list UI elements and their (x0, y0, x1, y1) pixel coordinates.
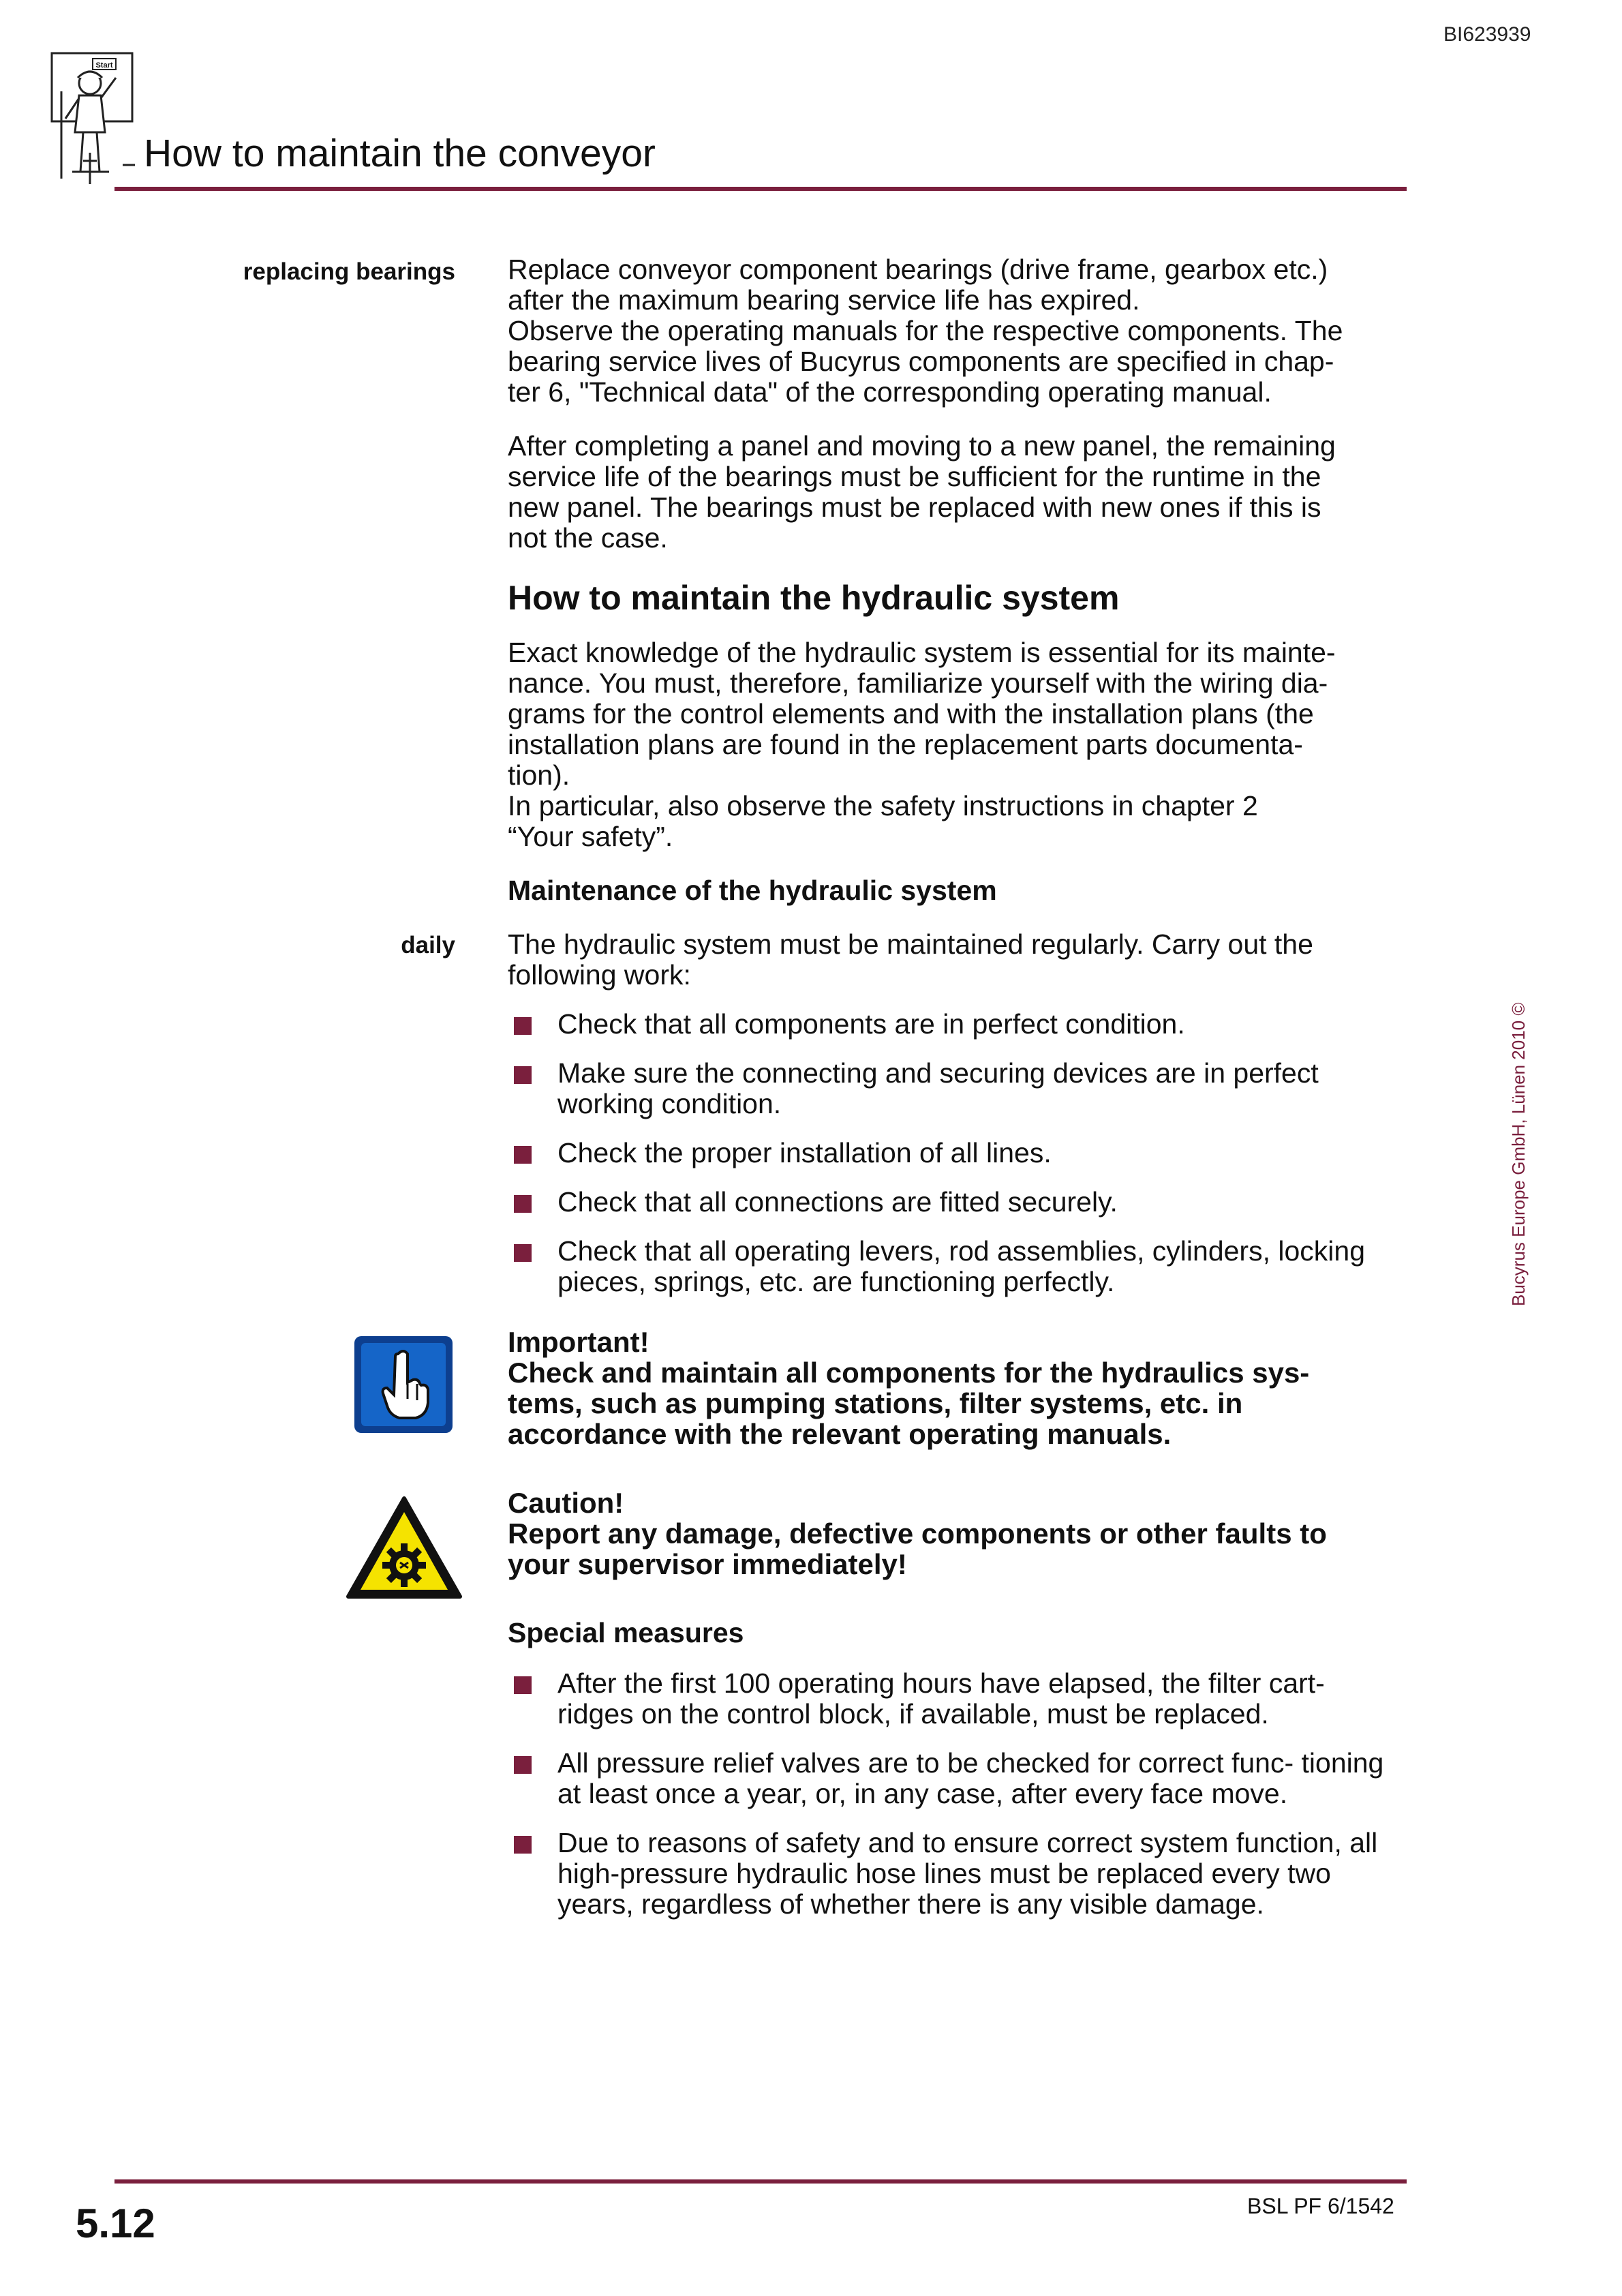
text-line: grams for the control elements and with the installation plans (the (508, 698, 1314, 729)
page-number: 5.12 (76, 2201, 155, 2246)
important-notice (508, 1327, 1407, 1449)
list-item (508, 1668, 1407, 1729)
text-line: The hydraulic system must be maintained regularly. Carry out the (508, 928, 1313, 960)
text-line: following work: (508, 959, 691, 991)
text-line: installation plans are found in the replacement parts documenta- (508, 729, 1303, 760)
bullet-square-icon (514, 1676, 532, 1694)
footer-rule (114, 2179, 1407, 2184)
warning-triangle-icon (344, 1494, 464, 1602)
text-line: not the case. (508, 522, 668, 554)
text-line: ter 6, "Technical data" of the corresponding operating manual. (508, 376, 1272, 408)
list-item-text: Make sure the connecting and securing devices are in perfect working condition. (557, 1057, 1319, 1119)
text-line: your supervisor immediately! (508, 1548, 907, 1580)
list-item (508, 1058, 1387, 1119)
worker-start-icon (48, 50, 136, 184)
bearings-paragraph-1 (508, 254, 1407, 408)
start-sign-label: Start (95, 61, 113, 70)
text-line: tion). (508, 759, 570, 791)
text-line: bearing service lives of Bucyrus components are specified in chap- (508, 346, 1334, 377)
bullet-square-icon (514, 1066, 532, 1084)
subheading-special-measures: Special measures (508, 1617, 744, 1648)
list-item-text: Check that all operating levers, rod assemblies, cylinders, locking pieces, springs, etc. are functioning perfectly. (557, 1235, 1365, 1297)
margin-label-replacing-bearings: replacing bearings (243, 258, 455, 285)
text-line: tems, such as pumping stations, filter systems, etc. in (508, 1387, 1243, 1419)
bullet-square-icon (514, 1836, 532, 1854)
list-item (508, 1009, 1387, 1040)
list-item (508, 1828, 1407, 1920)
notice-title: Caution! (508, 1487, 624, 1519)
list-item-text: All pressure relief valves are to be checked for correct func- tioning at least once a year, or, in any case, after every face move. (557, 1747, 1384, 1809)
pointing-hand-icon (353, 1335, 454, 1434)
text-line: Replace conveyor component bearings (drive frame, gearbox etc.) (508, 254, 1328, 285)
subheading-maintenance: Maintenance of the hydraulic system (508, 875, 997, 906)
daily-intro (508, 929, 1407, 991)
caution-notice (508, 1487, 1407, 1580)
bullet-square-icon (514, 1244, 532, 1262)
text-line: Exact knowledge of the hydraulic system is essential for its mainte- (508, 637, 1336, 668)
bullet-square-icon (514, 1195, 532, 1213)
section-heading-hydraulic: How to maintain the hydraulic system (508, 579, 1120, 617)
list-item (508, 1748, 1407, 1809)
copyright-credit: Bucyrus Europe GmbH, Lünen 2010 © (1508, 1002, 1529, 1306)
document-reference: BSL PF 6/1542 (1247, 2194, 1394, 2218)
hydraulic-intro (508, 637, 1407, 852)
bullet-square-icon (514, 1017, 532, 1035)
list-item-text: Check the proper installation of all lines. (557, 1137, 1052, 1168)
list-item (508, 1187, 1387, 1218)
margin-label-daily: daily (401, 932, 455, 958)
text-line: “Your safety”. (508, 821, 673, 852)
daily-checklist (508, 1009, 1387, 1316)
text-line: nance. You must, therefore, familiarize yourself with the wiring dia- (508, 667, 1328, 699)
list-item-text: Due to reasons of safety and to ensure correct system function, all high-pressure hydraulic hose lines must be replaced every two years, regardless of whether there is any visible damage. (557, 1827, 1378, 1920)
header-rule (114, 187, 1407, 191)
bullet-square-icon (514, 1146, 532, 1164)
notice-title: Important! (508, 1326, 649, 1358)
text-line: Check and maintain all components for the hydraulics sys- (508, 1357, 1310, 1389)
list-item (508, 1138, 1387, 1168)
text-line: Report any damage, defective components or other faults to (508, 1517, 1327, 1550)
text-line: new panel. The bearings must be replaced with new ones if this is (508, 492, 1321, 523)
list-item-text: Check that all connections are fitted securely. (557, 1186, 1118, 1218)
special-measures-list (508, 1668, 1407, 1938)
text-line: In particular, also observe the safety instructions in chapter 2 (508, 790, 1258, 821)
page-title: How to maintain the conveyor (144, 132, 656, 175)
list-item-text: After the first 100 operating hours have elapsed, the filter cart- ridges on the control block, if available, must be replaced. (557, 1667, 1325, 1729)
text-line: after the maximum bearing service life has expired. (508, 284, 1140, 316)
bearings-paragraph-2 (508, 431, 1407, 554)
list-item-text: Check that all components are in perfect condition. (557, 1008, 1185, 1040)
text-line: service life of the bearings must be sufficient for the runtime in the (508, 461, 1321, 492)
text-line: Observe the operating manuals for the respective components. The (508, 315, 1343, 346)
document-id: BI623939 (1443, 23, 1531, 46)
list-item (508, 1236, 1387, 1297)
bullet-square-icon (514, 1756, 532, 1774)
text-line: accordance with the relevant operating manuals. (508, 1418, 1172, 1450)
text-line: After completing a panel and moving to a new panel, the remaining (508, 430, 1336, 462)
